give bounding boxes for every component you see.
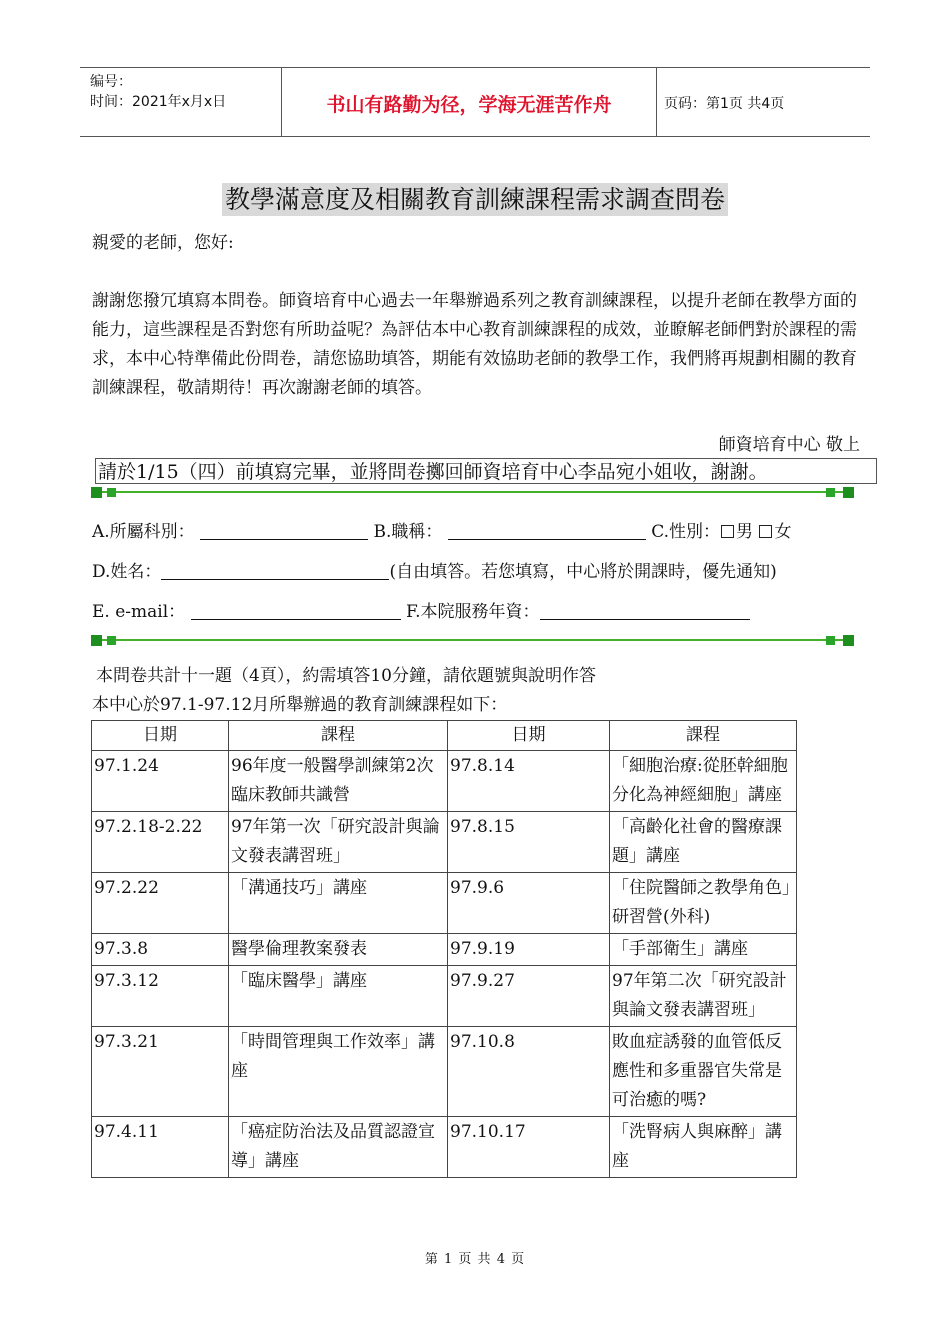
- field-row-1: [92, 517, 791, 542]
- date-cell: 97.4.11: [92, 1117, 229, 1178]
- table-row: [92, 1027, 797, 1117]
- header-meta: [90, 72, 226, 112]
- female-label: 女: [774, 522, 792, 542]
- male-label: 男: [736, 522, 754, 542]
- document-title: 教學滿意度及相關教育訓練課程需求調查問卷: [222, 183, 728, 216]
- separator-marker: [826, 488, 835, 497]
- courses-table: [91, 720, 797, 1178]
- table-row: [92, 812, 797, 873]
- course-cell: 「住院醫師之教學角色」研習營(外科): [610, 873, 797, 934]
- separator-marker: [107, 488, 116, 497]
- serial-label: 编号：: [90, 74, 132, 90]
- email-label: E. e-mail：: [92, 602, 186, 622]
- male-checkbox[interactable]: [721, 525, 734, 538]
- date-cell: 97.3.12: [92, 966, 229, 1027]
- course-cell: 「癌症防治法及品質認證宣導」講座: [229, 1117, 448, 1178]
- date-cell: 97.2.22: [92, 873, 229, 934]
- date-cell: 97.3.8: [92, 934, 229, 966]
- field-row-2: [92, 557, 777, 582]
- course-cell: 「溝通技巧」講座: [229, 873, 448, 934]
- name-note: (自由填答。若您填寫，中心將於開課時，優先通知): [389, 562, 777, 582]
- intro-paragraph: 謝謝您撥冗填寫本問卷。師資培育中心過去一年舉辦過系列之教育訓練課程，以提升老師在教學方面的能力，這些課程是否對您有所助益呢？為評估本中心教育訓練課程的成效，並瞭解老師們對於課程的需求，本中心特準備此份問卷，請您協助填答，期能有效協助老師的教學工作，我們將再規劃相關的教育訓練課程，敬請期待！再次謝謝老師的填答。: [92, 291, 857, 398]
- table-row: [92, 934, 797, 966]
- date-cell: 97.9.27: [448, 966, 610, 1027]
- table-header-row: [92, 721, 797, 751]
- course-cell: 97年第二次「研究設計與論文發表講習班」: [610, 966, 797, 1027]
- seniority-label: F.本院服務年資：: [405, 602, 540, 622]
- course-cell: 「細胞治療:從胚幹細胞分化為神經細胞」講座: [610, 751, 797, 812]
- header-date: 日期: [448, 721, 610, 751]
- course-cell: 97年第一次「研究設計與論文發表講習班」: [229, 812, 448, 873]
- date-cell: 97.10.17: [448, 1117, 610, 1178]
- table-row: [92, 1117, 797, 1178]
- course-cell: 「高齡化社會的醫療課題」講座: [610, 812, 797, 873]
- date-cell: 97.3.21: [92, 1027, 229, 1117]
- greeting: 親愛的老師，您好:: [92, 233, 234, 253]
- department-label: A.所屬科別：: [92, 522, 195, 542]
- job-title-input-line[interactable]: [448, 521, 646, 540]
- header-motto: 书山有路勤为径，学海无涯苦作舟: [326, 94, 612, 116]
- gender-label: C.性別：: [651, 522, 721, 542]
- survey-note: 本問卷共計十一題（4頁），約需填答10分鐘，請依題號與說明作答: [96, 666, 596, 686]
- separator-marker: [91, 635, 102, 646]
- date-cell: 97.8.15: [448, 812, 610, 873]
- separator-line: [92, 639, 852, 641]
- header-course: 課程: [610, 721, 797, 751]
- table-row: [92, 751, 797, 812]
- email-input-line[interactable]: [191, 601, 401, 620]
- table-intro: 本中心於97.1-97.12月所舉辦過的教育訓練課程如下：: [92, 695, 508, 715]
- page-footer: 第 1 页 共 4 页: [424, 1252, 526, 1267]
- date-cell: 97.2.18-2.22: [92, 812, 229, 873]
- course-cell: 96年度一般醫學訓練第2次臨床教師共識營: [229, 751, 448, 812]
- field-row-3: [92, 597, 750, 622]
- page-header: [80, 67, 870, 137]
- department-input-line[interactable]: [200, 521, 368, 540]
- date-cell: 97.10.8: [448, 1027, 610, 1117]
- name-label: D.姓名：: [92, 562, 162, 582]
- date-cell: 97.1.24: [92, 751, 229, 812]
- separator-marker: [91, 487, 102, 498]
- date-label: 时间：2021年x月x日: [90, 94, 227, 110]
- separator-line: [92, 491, 852, 493]
- header-divider: [656, 68, 657, 136]
- return-notice: 請於1/15（四）前填寫完畢，並將問卷擲回師資培育中心李品宛小姐收，謝謝。: [95, 458, 877, 484]
- document-title-wrap: [0, 180, 950, 216]
- seniority-input-line[interactable]: [540, 601, 750, 620]
- signature: 師資培育中心 敬上: [718, 435, 860, 455]
- name-input-line[interactable]: [161, 561, 389, 580]
- date-cell: 97.9.19: [448, 934, 610, 966]
- job-title-label: B.職稱：: [373, 522, 443, 542]
- course-cell: 「臨床醫學」講座: [229, 966, 448, 1027]
- course-cell: 醫學倫理教案發表: [229, 934, 448, 966]
- table-row: [92, 966, 797, 1027]
- female-checkbox[interactable]: [759, 525, 772, 538]
- separator-marker: [107, 636, 116, 645]
- course-cell: 「時間管理與工作效率」講座: [229, 1027, 448, 1117]
- date-cell: 97.9.6: [448, 873, 610, 934]
- date-cell: 97.8.14: [448, 751, 610, 812]
- header-date: 日期: [92, 721, 229, 751]
- course-cell: 「洗腎病人與麻醉」講座: [610, 1117, 797, 1178]
- separator-marker: [843, 635, 854, 646]
- table-row: [92, 873, 797, 934]
- separator-marker: [826, 636, 835, 645]
- separator-marker: [843, 487, 854, 498]
- course-cell: 敗血症誘發的血管低反應性和多重器官失常是可治癒的嗎?: [610, 1027, 797, 1117]
- course-cell: 「手部衛生」講座: [610, 934, 797, 966]
- header-course: 課程: [229, 721, 448, 751]
- header-page-info: 页码：第1页 共4页: [664, 96, 785, 112]
